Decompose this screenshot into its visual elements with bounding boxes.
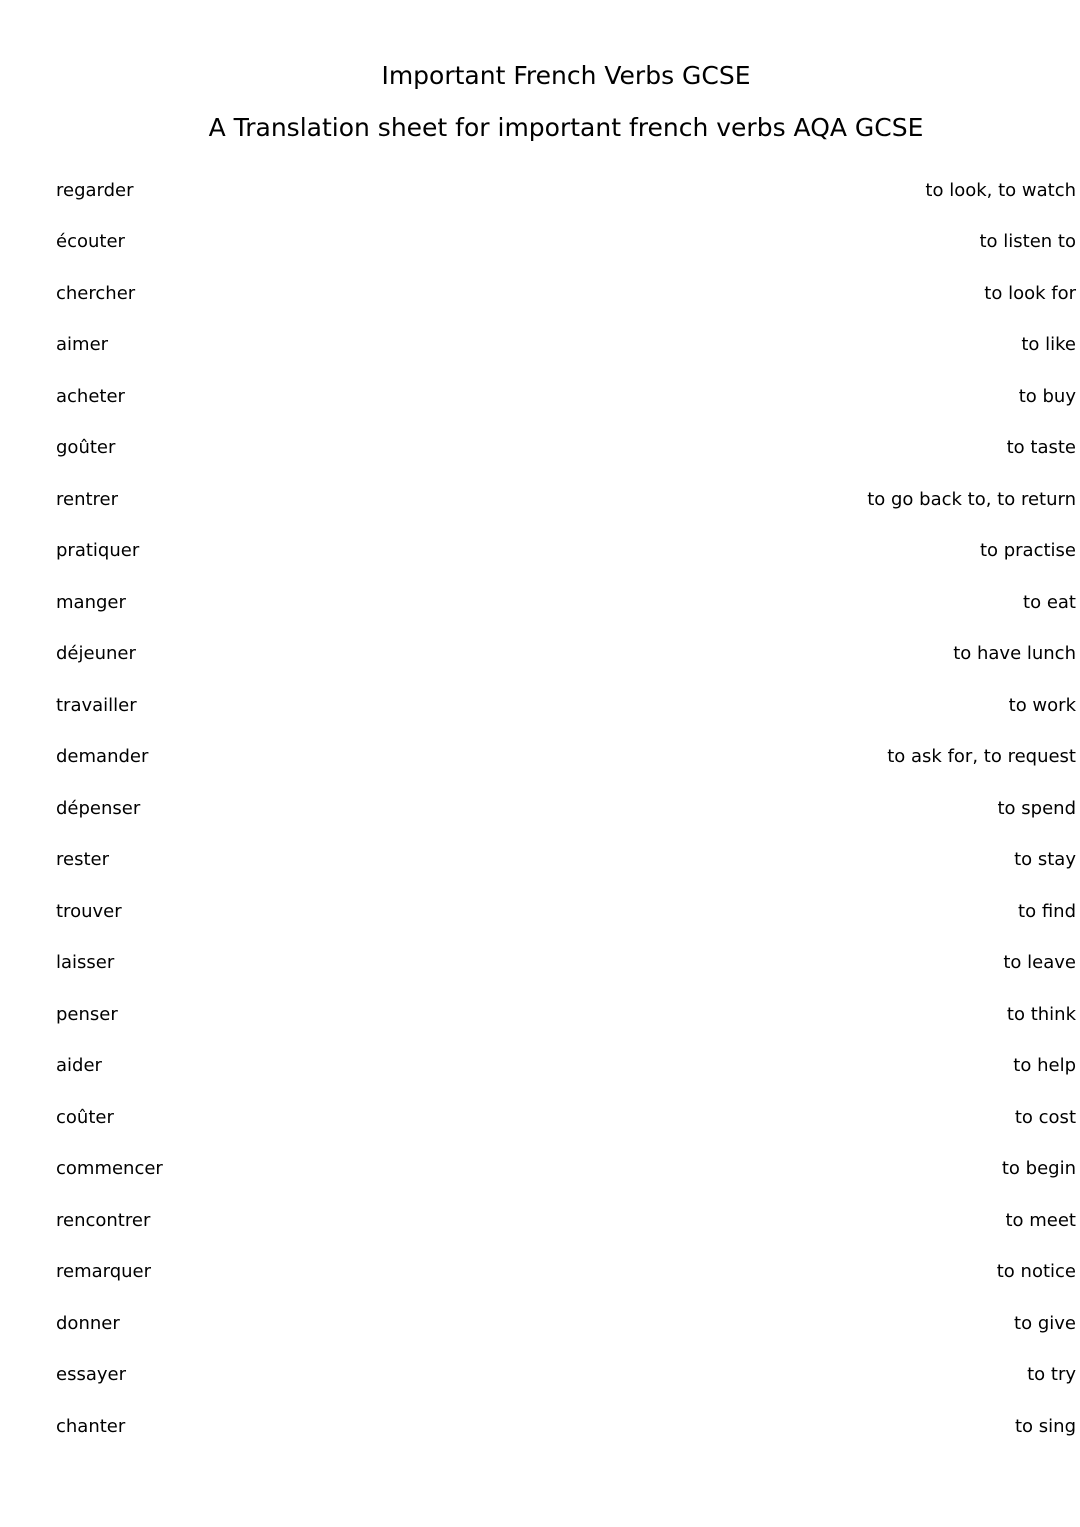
verb-row <box>56 1041 1076 1093</box>
english-translation: to stay <box>1014 849 1076 871</box>
french-verb: commencer <box>56 1158 163 1180</box>
page-title: Important French Verbs GCSE <box>381 61 751 90</box>
verb-row <box>56 1144 1076 1196</box>
french-verb: écouter <box>56 231 125 253</box>
english-translation: to look, to watch <box>925 179 1076 201</box>
french-verb: coûter <box>56 1106 114 1128</box>
french-verb: déjeuner <box>56 643 136 665</box>
english-translation: to taste <box>1006 437 1076 459</box>
english-translation: to think <box>1006 1003 1076 1025</box>
verb-row <box>56 1195 1076 1247</box>
english-translation: to begin <box>1001 1158 1076 1180</box>
french-verb: chercher <box>56 282 136 304</box>
english-translation: to try <box>1027 1364 1076 1386</box>
verb-row <box>56 989 1076 1041</box>
verb-row <box>56 474 1076 526</box>
french-verb: acheter <box>56 385 125 407</box>
verb-row <box>56 217 1076 269</box>
verb-row <box>56 165 1076 217</box>
page-subtitle: A Translation sheet for important french verbs AQA GCSE <box>208 113 924 142</box>
french-verb: regarder <box>56 179 134 201</box>
english-translation: to have lunch <box>953 643 1076 665</box>
french-verb: aider <box>56 1055 102 1077</box>
english-translation: to ask for, to request <box>887 746 1076 768</box>
english-translation: to find <box>1018 900 1076 922</box>
french-verb: trouver <box>56 900 122 922</box>
english-translation: to buy <box>1018 385 1076 407</box>
english-translation: to like <box>1021 334 1076 356</box>
french-verb: penser <box>56 1003 118 1025</box>
verb-row <box>56 1092 1076 1144</box>
verb-row <box>56 371 1076 423</box>
english-translation: to eat <box>1023 591 1076 613</box>
english-translation: to listen to <box>979 231 1076 253</box>
english-translation: to spend <box>997 797 1076 819</box>
french-verb: travailler <box>56 694 137 716</box>
english-translation: to practise <box>979 540 1076 562</box>
french-verb: rencontrer <box>56 1209 151 1231</box>
verb-row <box>56 629 1076 681</box>
verb-row <box>56 423 1076 475</box>
verb-row <box>56 835 1076 887</box>
verb-row <box>56 938 1076 990</box>
english-translation: to look for <box>984 282 1076 304</box>
verb-row <box>56 1350 1076 1402</box>
verb-row <box>56 1401 1076 1453</box>
english-translation: to give <box>1014 1312 1076 1334</box>
french-verb: essayer <box>56 1364 126 1386</box>
french-verb: rester <box>56 849 109 871</box>
verb-row <box>56 1247 1076 1299</box>
french-verb: remarquer <box>56 1261 152 1283</box>
french-verb: donner <box>56 1312 120 1334</box>
verb-row <box>56 268 1076 320</box>
english-translation: to cost <box>1014 1106 1076 1128</box>
verb-row <box>56 680 1076 732</box>
english-translation: to notice <box>996 1261 1076 1283</box>
verb-row <box>56 1298 1076 1350</box>
french-verb: chanter <box>56 1415 126 1437</box>
english-translation: to sing <box>1014 1415 1076 1437</box>
verb-row <box>56 783 1076 835</box>
english-translation: to go back to, to return <box>867 488 1076 510</box>
english-translation: to help <box>1013 1055 1076 1077</box>
verb-row <box>56 732 1076 784</box>
english-translation: to meet <box>1005 1209 1076 1231</box>
verb-list <box>56 165 1076 1453</box>
french-verb: demander <box>56 746 149 768</box>
verb-row <box>56 577 1076 629</box>
french-verb: dépenser <box>56 797 141 819</box>
french-verb: manger <box>56 591 126 613</box>
french-verb: laisser <box>56 952 115 974</box>
french-verb: aimer <box>56 334 109 356</box>
english-translation: to work <box>1008 694 1076 716</box>
verb-row <box>56 526 1076 578</box>
verb-row <box>56 886 1076 938</box>
english-translation: to leave <box>1003 952 1076 974</box>
french-verb: pratiquer <box>56 540 140 562</box>
verb-row <box>56 320 1076 372</box>
french-verb: goûter <box>56 437 116 459</box>
french-verb: rentrer <box>56 488 119 510</box>
